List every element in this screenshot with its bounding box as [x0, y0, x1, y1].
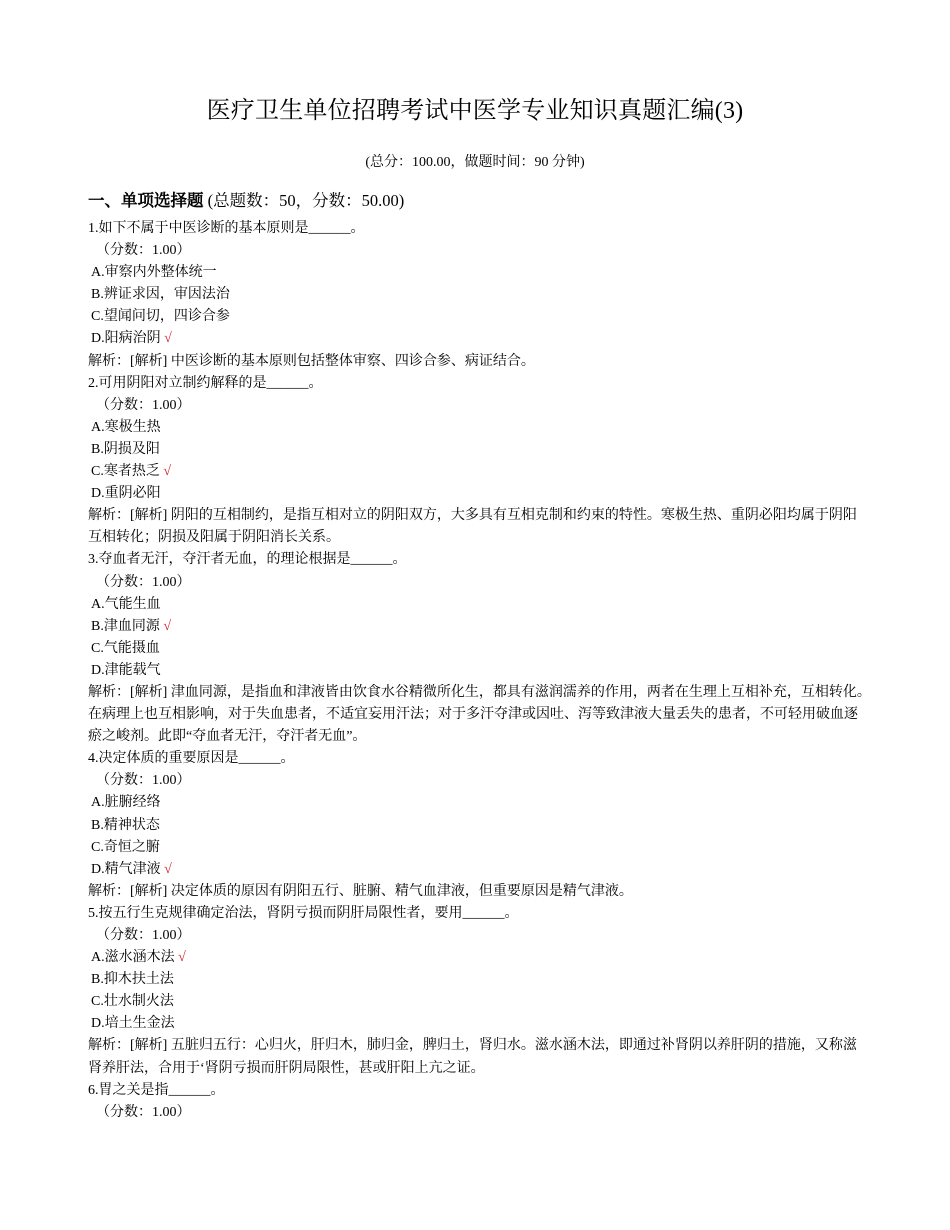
question-block	[88, 903, 863, 1080]
correct-check-icon: √	[178, 950, 186, 966]
answer-option	[88, 792, 863, 814]
answer-option-label: B.辨证求因，审因法治	[91, 287, 230, 303]
answer-option-label: B.抑木扶土法	[91, 972, 174, 988]
question-score: （分数：1.00）	[96, 574, 191, 590]
question-score: （分数：1.00）	[96, 1104, 191, 1120]
question-stem: 6.胃之关是指______。	[88, 1082, 225, 1098]
question-block	[88, 549, 871, 748]
question-stem: 1.如下不属于中医诊断的基本原则是______。	[88, 221, 365, 236]
question-block	[88, 748, 863, 903]
answer-option	[88, 417, 863, 439]
question-score: （分数：1.00）	[96, 773, 191, 789]
section-info: (总题数：50，分数：50.00)	[207, 191, 405, 210]
answer-option	[88, 969, 863, 991]
answer-option	[88, 483, 863, 505]
answer-option	[88, 461, 863, 483]
answer-option	[88, 859, 863, 881]
explanation-line: 互相转化；阴损及阳属于阴阳消长关系。	[88, 530, 340, 546]
answer-option	[88, 616, 863, 638]
answer-option-label: A.气能生血	[91, 596, 161, 612]
section-name: 一、单项选择题	[88, 191, 204, 210]
question-stem: 2.可用阴阳对立制约解释的是______。	[88, 375, 323, 391]
answer-option-label: D.培土生金法	[91, 1016, 175, 1032]
answer-option	[88, 594, 863, 616]
answer-option	[88, 947, 863, 969]
question-score: （分数：1.00）	[96, 397, 191, 413]
section-heading	[88, 187, 404, 211]
answer-option	[88, 328, 863, 350]
answer-option	[88, 306, 863, 328]
answer-option-label: D.精气津液	[91, 861, 161, 877]
answer-option-label: B.阴损及阳	[91, 441, 160, 457]
page-title: 医疗卫生单位招聘考试中医学专业知识真题汇编(3)	[206, 98, 744, 124]
question-score: （分数：1.00）	[96, 928, 191, 943]
answer-option-label: A.脏腑经络	[91, 795, 161, 811]
question-list	[88, 218, 871, 1124]
explanation-line: 肾养肝法，合用于‘肾阴亏损而肝阴局限性，甚或肝阳上亢之证。	[88, 1060, 485, 1076]
answer-option-label: C.望闻问切，四诊合参	[91, 309, 230, 325]
correct-check-icon: √	[163, 464, 172, 480]
answer-option	[88, 815, 863, 837]
page-subtitle: (总分：100.00，做题时间：90 分钟)	[365, 155, 585, 170]
question-block	[88, 1080, 863, 1124]
answer-option	[88, 991, 863, 1013]
answer-option-label: A.审察内外整体统一	[91, 265, 217, 281]
answer-option-label: B.津血同源	[91, 618, 160, 634]
explanation-line: 解析：[解析] 中医诊断的基本原则包括整体审察、四诊合参、病证结合。	[88, 353, 535, 369]
explanation-line: 解析：[解析] 阴阳的互相制约，是指互相对立的阴阳双方，大多具有互相克制和约束的特性。寒极生热、重阴必阳均属于阴阳	[88, 508, 857, 524]
question-score: （分数：1.00）	[96, 243, 191, 259]
question-block	[88, 373, 863, 550]
explanation-line: 瘀之峻剂。此即“夺血者无汗，夺汗者无血”。	[88, 729, 367, 745]
answer-option	[88, 660, 863, 682]
explanation-line: 解析：[解析] 津血同源，是指血和津液皆由饮食水谷精微所化生，都具有滋润濡养的作用，两者在生理上互相补充，互相转化。	[88, 684, 871, 700]
answer-option	[88, 262, 863, 284]
answer-option-label: B.精神状态	[91, 817, 160, 833]
answer-option-label: A.寒极生热	[91, 419, 161, 435]
explanation-line: 解析：[解析] 五脏归五行：心归火，肝归木，肺归金，脾归土，肾归水。滋水涵木法，即通过补肾阴以养肝阴的措施，又称滋	[88, 1038, 857, 1054]
answer-option-label: A.滋水涵木法	[91, 950, 175, 966]
answer-option	[88, 837, 863, 859]
answer-option-label: C.寒者热乏	[91, 464, 160, 480]
question-stem: 3.夺血者无汗，夺汗者无血，的理论根据是______。	[88, 552, 407, 568]
explanation-line: 解析：[解析] 决定体质的原因有阴阳五行、脏腑、精气血津液，但重要原因是精气津液。	[88, 883, 633, 899]
question-block	[88, 218, 863, 373]
question-stem: 5.按五行生克规律确定治法，肾阴亏损而阴肝局限性者，要用______。	[88, 905, 519, 921]
answer-option-label: D.重阴必阳	[91, 486, 161, 502]
answer-option	[88, 439, 863, 461]
question-stem: 4.决定体质的重要原因是______。	[88, 751, 295, 767]
correct-check-icon: √	[164, 861, 172, 877]
answer-option-label: D.津能载气	[91, 662, 161, 678]
answer-option-label: C.壮水制火法	[91, 994, 174, 1010]
answer-option-label: D.阳病治阴	[91, 331, 161, 347]
answer-option	[88, 1013, 863, 1035]
correct-check-icon: √	[164, 331, 172, 347]
explanation-line: 在病理上也互相影响，对于失血患者，不适宜妄用汗法；对于多汗夺津或因吐、泻等致津液大量丢失的患者，不可轻用破血逐	[88, 707, 858, 723]
answer-option-label: C.奇恒之腑	[91, 839, 160, 855]
answer-option	[88, 284, 863, 306]
answer-option	[88, 638, 863, 660]
answer-option-label: C.气能摄血	[91, 640, 160, 656]
correct-check-icon: √	[163, 618, 172, 634]
